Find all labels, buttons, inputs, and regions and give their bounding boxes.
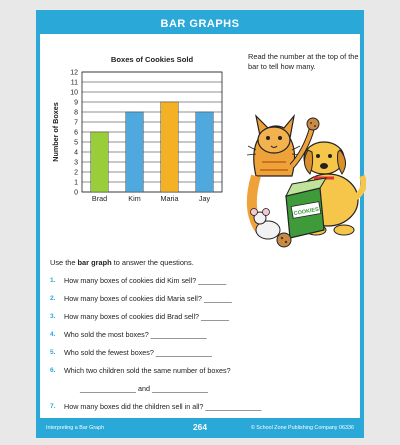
question-number: 1. — [50, 277, 56, 284]
question-text: How many boxes of cookies did Kim sell? _______ — [64, 276, 227, 285]
bar-chart — [46, 48, 242, 212]
question-item — [50, 276, 356, 294]
y-tick-label: 3 — [74, 159, 78, 167]
question-item — [50, 294, 356, 312]
bar-kim — [126, 112, 144, 192]
y-tick-label: 5 — [74, 139, 78, 147]
x-tick-label: Jay — [198, 194, 211, 203]
bar-maria — [161, 102, 179, 192]
question-number: 4. — [50, 331, 56, 338]
y-tick-label: 9 — [74, 99, 78, 107]
y-tick-label: 7 — [74, 119, 78, 127]
questions-intro — [50, 258, 194, 267]
footer-copyright: © School Zone Publishing Company 06336 — [250, 425, 354, 431]
question-6-answer-line: ______________ and ______________ — [80, 384, 208, 393]
y-tick-label: 2 — [74, 169, 78, 177]
question-number: 7. — [50, 403, 56, 410]
question-item — [50, 348, 356, 366]
question-text: Who sold the fewest boxes? ______________ — [64, 348, 212, 357]
y-tick-label: 4 — [74, 149, 78, 157]
x-tick-label: Brad — [91, 194, 108, 203]
x-tick-label: Maria — [160, 194, 179, 203]
question-text: How many boxes of cookies did Maria sell? _______ — [64, 294, 232, 303]
cookie-box-illustration — [286, 178, 326, 238]
y-tick-label: 12 — [70, 69, 78, 77]
cat-and-dog-illustration — [216, 80, 366, 256]
footer-topic: Interpreting a Bar Graph — [46, 425, 105, 431]
question-number: 2. — [50, 295, 56, 302]
cookie-box-label: COOKIES — [293, 206, 320, 218]
y-axis-label: Number of Boxes — [51, 102, 60, 162]
page-title: BAR GRAPHS — [40, 14, 360, 34]
mouse-illustration — [251, 209, 292, 248]
y-tick-label: 8 — [74, 109, 78, 117]
question-text: How many boxes of cookies did Brad sell? _______ — [64, 312, 230, 321]
chart-title: Boxes of Cookies Sold — [110, 55, 194, 64]
question-number: 5. — [50, 349, 56, 356]
question-list — [50, 276, 356, 420]
y-tick-label: 10 — [70, 89, 78, 97]
question-number: 6. — [50, 367, 56, 374]
intro-prefix: Use the — [50, 258, 78, 267]
question-number: 3. — [50, 313, 56, 320]
page-number: 264 — [193, 422, 207, 432]
intro-bold: bar graph — [77, 258, 112, 267]
bar-jay — [196, 112, 214, 192]
question-item — [50, 366, 356, 384]
chart-instruction: Read the number at the top of the bar to tell how many. — [248, 52, 359, 71]
y-tick-label: 1 — [74, 179, 78, 187]
question-item — [50, 330, 356, 348]
x-tick-label: Kim — [128, 194, 141, 203]
question-text: Which two children sold the same number of boxes? — [64, 366, 231, 375]
page-footer — [40, 418, 360, 438]
intro-suffix: to answer the questions. — [111, 258, 194, 267]
question-text: Who sold the most boxes? ______________ — [64, 330, 207, 339]
y-tick-label: 6 — [74, 129, 78, 137]
y-tick-label: 0 — [74, 189, 78, 197]
bar-brad — [91, 132, 109, 192]
question-text: How many boxes did the children sell in all? ______________ — [64, 402, 262, 411]
bar-chart-svg — [46, 48, 242, 212]
worksheet-page — [36, 10, 364, 438]
y-tick-label: 11 — [70, 79, 78, 87]
question-item — [50, 312, 356, 330]
